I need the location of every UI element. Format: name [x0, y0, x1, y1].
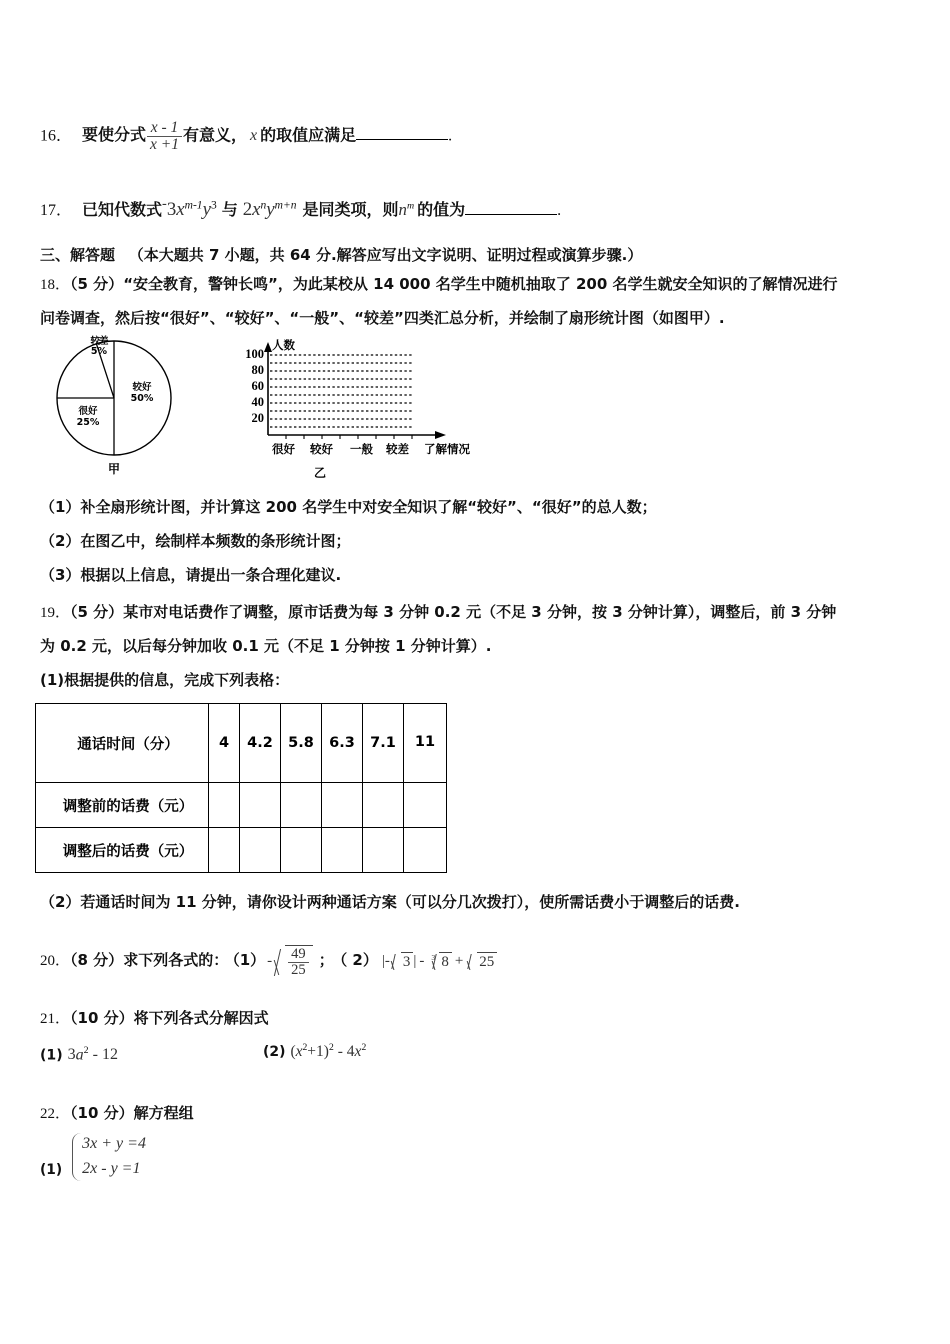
question-19-score: （5 分） — [70, 603, 124, 621]
table-cell-duration-0[interactable]: 4 — [209, 704, 240, 783]
question-21-part-2 — [263, 1043, 366, 1061]
pie-slice-value-jiaohao: 50% — [130, 392, 154, 404]
question-20-part-1-sign: - — [267, 952, 273, 969]
table-row-header-fee-before: 调整前的话费（元） — [36, 783, 209, 828]
pie-slice-value-henhao: 25% — [76, 416, 100, 428]
q21-p2-inner-exponent: 2 — [302, 1042, 308, 1053]
question-22-score: （10 分） — [70, 1104, 134, 1122]
question-18-sub-3-text: （3）根据以上信息，请提出一条合理化建议. — [40, 566, 342, 584]
bar-chart-ytick-60: 60 — [251, 379, 264, 393]
question-18-sub-2 — [40, 533, 350, 551]
question-16 — [40, 120, 452, 153]
bar-chart-y-axis-arrow — [264, 342, 272, 352]
result-exponent: m — [406, 200, 415, 212]
table-cell-fee-after-3[interactable] — [322, 828, 363, 873]
sqrt-25 — [466, 952, 497, 971]
question-21-part-2-label: (2) — [263, 1044, 286, 1061]
sqrt-radicand — [285, 945, 313, 978]
table-cell-fee-before-4[interactable] — [363, 783, 404, 828]
question-20-lead: 求下列各式的： — [123, 950, 229, 969]
question-22-number: 22． — [40, 1106, 71, 1122]
question-20-separator: ； — [318, 950, 334, 969]
expr2-x: x — [252, 199, 261, 220]
question-22-part-1 — [40, 1132, 146, 1182]
expr2-y: y — [266, 199, 275, 220]
bar-chart-xcat-jiaocha: 较差 — [386, 442, 409, 456]
bar-chart-ytick-80: 80 — [251, 363, 264, 377]
bar-chart-ytick-20: 20 — [251, 411, 264, 425]
q21-p1-tail: - 12 — [92, 1046, 118, 1064]
abs-inner-sign: - — [384, 952, 390, 969]
question-17-conjunction: 与 — [221, 200, 238, 219]
question-18-text-2: 问卷调查，然后按“很好”、“较好”、“一般”、“较差”四类汇总分析，并绘制了扇形统计图（如图甲）. — [40, 309, 725, 327]
q21-p1-exponent: 2 — [83, 1045, 89, 1056]
question-16-number: 16． — [40, 127, 73, 145]
question-22-lead: 解方程组 — [133, 1104, 194, 1122]
table-row — [36, 704, 447, 783]
question-17-tail: 的值为 — [417, 200, 466, 219]
table-cell-fee-after-1[interactable] — [240, 828, 281, 873]
question-18-line-1 — [40, 276, 838, 294]
question-18-text-1: “安全教育，警钟长鸣”，为此某校从 14 000 名学生中随机抽取了 200 名学生就安全知识的了解情况进行 — [123, 275, 838, 293]
phone-fee-table — [35, 703, 447, 873]
expr2-x-exponent: n — [260, 199, 267, 212]
sqrt-49-over-25 — [274, 945, 313, 978]
fraction-49-over-25 — [288, 947, 309, 978]
sqrt-3 — [390, 952, 417, 971]
question-21-number: 21． — [40, 1011, 71, 1027]
question-19-sub-1 — [40, 672, 289, 690]
table-cell-duration-1[interactable]: 4.2 — [240, 704, 281, 783]
pie-slice-name-henhao: 很好 — [78, 406, 98, 417]
question-20-number: 20． — [40, 952, 71, 969]
q21-p2-outer-exponent: 2 — [328, 1042, 334, 1053]
question-17-number: 17． — [40, 202, 73, 219]
question-18-sub-1-text: （1）补全扇形统计图，并计算这 200 名学生中对安全知识了解“较好”、“很好”的总人数； — [40, 498, 657, 516]
question-18-number: 18． — [40, 277, 71, 293]
sqrt-3-radicand: 3 — [401, 952, 414, 971]
table-row — [36, 783, 447, 828]
table-cell-fee-after-4[interactable] — [363, 828, 404, 873]
question-22-header — [40, 1105, 194, 1123]
question-18-line-2 — [40, 310, 725, 328]
bar-chart-y-axis-label: 人数 — [272, 338, 295, 352]
q21-p2-minus-four: - 4 — [337, 1043, 355, 1061]
bar-chart-x-axis-label: 了解情况 — [424, 442, 470, 456]
expr1-x-exponent: m-1 — [184, 199, 203, 212]
bar-chart-gridlines — [270, 355, 412, 427]
question-17-mid: 是同类项，则 — [302, 200, 399, 219]
equation-2: 2x - y =1 — [82, 1159, 141, 1177]
pie-slice-label-henhao — [67, 407, 109, 429]
bar-chart-xcat-yiban: 一般 — [350, 442, 373, 456]
question-19-line-1 — [40, 604, 836, 622]
bar-chart-ytick-40: 40 — [251, 395, 264, 409]
table-cell-duration-3[interactable]: 6.3 — [322, 704, 363, 783]
plus-operator: + — [454, 952, 464, 969]
question-19-sub-2 — [40, 894, 740, 912]
pie-slice-name-jiaohao: 较好 — [132, 382, 152, 393]
question-18-sub-3 — [40, 567, 341, 585]
expr2-coefficient: 2 — [242, 199, 253, 220]
question-16-lead: 要使分式 — [82, 125, 147, 145]
table-cell-fee-after-2[interactable] — [281, 828, 322, 873]
abs-open-bar: | — [381, 952, 385, 969]
cbrt-index: 3 — [431, 953, 436, 963]
question-17-period: . — [557, 202, 562, 219]
equation-1: 3x + y =4 — [82, 1135, 146, 1152]
equation-system-brace — [68, 1132, 146, 1182]
question-20-part-2-label: （ 2） — [339, 950, 378, 969]
pie-slice-name-jiaocha-char1: 较差 — [90, 336, 108, 347]
question-20 — [40, 945, 497, 978]
question-22-part-1-label: (1) — [40, 1162, 63, 1179]
table-cell-duration-4[interactable]: 7.1 — [363, 704, 404, 783]
pie-chart-caption-jia: 甲 — [107, 462, 120, 476]
question-19-sub-2-text: （2）若通话时间为 11 分钟，请你设计两种通话方案（可以分几次拨打），使所需话费小于调整后的话费. — [40, 893, 740, 911]
bar-chart-caption-yi: 乙 — [313, 466, 326, 480]
question-21-part-1 — [40, 1046, 118, 1064]
sqrt-25-radicand: 25 — [477, 952, 497, 971]
q21-p1-coefficient: 3 — [67, 1046, 76, 1064]
pie-slice-label-jiaohao — [121, 383, 163, 405]
table-cell-fee-before-0[interactable] — [209, 783, 240, 828]
question-16-period: . — [448, 127, 453, 145]
fraction-denominator: x +1 — [147, 136, 182, 153]
cbrt-8-radicand: 8 — [439, 952, 452, 971]
question-19-line-2 — [40, 638, 492, 656]
fraction-x-minus-1-over-x-plus-1 — [147, 120, 182, 153]
question-20-part-1-label: （1） — [232, 950, 266, 969]
table-row-header-fee-after: 调整后的话费（元） — [36, 828, 209, 873]
table-cell-duration-2[interactable]: 5.8 — [281, 704, 322, 783]
pie-slice-value-jiaocha: 5% — [90, 345, 108, 357]
fraction-denominator-25: 25 — [288, 962, 309, 978]
section-3-heading-row — [40, 247, 642, 265]
expr1-y: y — [202, 199, 211, 220]
table-cell-duration-5[interactable]: 11 — [404, 704, 447, 783]
fraction-numerator-49: 49 — [291, 946, 306, 962]
bar-chart-x-axis-arrow — [435, 431, 446, 439]
pie-slice-label-jiaocha — [86, 337, 112, 357]
bar-chart-svg — [240, 339, 470, 451]
question-18-sub-2-text: （2）在图乙中，绘制样本频数的条形统计图； — [40, 532, 351, 550]
question-19-sub-1-text: (1)根据提供的信息，完成下列表格： — [40, 671, 290, 689]
bar-chart-xcat-henhao: 很好 — [272, 442, 295, 456]
table-cell-fee-before-1[interactable] — [240, 783, 281, 828]
result-base: n — [398, 200, 407, 219]
fraction-numerator: x - 1 — [150, 119, 179, 136]
question-17 — [40, 195, 562, 221]
bar-chart-ytick-100: 100 — [245, 347, 264, 361]
question-20-score: （8 分） — [70, 950, 124, 969]
question-21-part-1-label: (1) — [40, 1047, 63, 1064]
q21-p2-plus-one: +1) — [307, 1043, 329, 1061]
question-18-score: （5 分） — [70, 275, 124, 293]
question-21-lead: 将下列各式分解因式 — [133, 1009, 269, 1027]
question-16-mid: 有意义， — [183, 125, 248, 145]
question-16-tail: 的取值应满足 — [260, 125, 357, 145]
expr1-x: x — [176, 199, 185, 220]
question-21-score: （10 分） — [70, 1009, 134, 1027]
q21-p2-open-paren: ( — [290, 1043, 296, 1061]
abs-close-bar: | — [413, 952, 417, 969]
question-19-number: 19． — [40, 605, 71, 621]
question-17-lead: 已知代数式 — [82, 200, 163, 219]
expr1-y-exponent: 3 — [210, 199, 217, 212]
question-17-answer-blank[interactable] — [465, 198, 557, 215]
q21-p2-exponent-2: 2 — [361, 1042, 367, 1053]
expr2-y-exponent: m+n — [274, 199, 297, 212]
question-16-variable: x — [250, 127, 258, 145]
q21-p2-variable-2: x — [354, 1043, 362, 1061]
table-cell-fee-before-5[interactable] — [404, 783, 447, 828]
table-row — [36, 828, 447, 873]
section-3-heading: 三、解答题 — [40, 246, 116, 264]
cbrt-8 — [431, 952, 452, 971]
q21-p1-variable: a — [75, 1046, 84, 1064]
table-row-header-duration: 通话时间（分） — [36, 704, 209, 783]
section-3-note: （本大题共 7 小题，共 64 分.解答应写出文字说明、证明过程或演算步骤.） — [128, 246, 643, 264]
question-21-header — [40, 1010, 269, 1028]
question-19-text-1: 某市对电话费作了调整，原市话费为每 3 分钟 0.2 元（不足 3 分钟，按 3 分钟计算），调整后，前 3 分钟 — [123, 603, 837, 621]
bar-chart-xcat-jiaohao: 较好 — [310, 442, 333, 456]
minus-operator: - — [419, 952, 425, 969]
expr1-coefficient: 3 — [166, 199, 177, 220]
question-18-sub-1 — [40, 499, 657, 517]
question-16-answer-blank[interactable] — [356, 123, 448, 140]
table-cell-fee-after-5[interactable] — [404, 828, 447, 873]
table-cell-fee-before-2[interactable] — [281, 783, 322, 828]
bar-chart-yi — [240, 338, 470, 456]
question-19-text-2: 为 0.2 元，以后每分钟加收 0.1 元（不足 1 分钟按 1 分钟计算）. — [40, 637, 492, 655]
pie-chart-jia — [55, 336, 173, 457]
table-cell-fee-after-0[interactable] — [209, 828, 240, 873]
table-cell-fee-before-3[interactable] — [322, 783, 363, 828]
expr1-sign: - — [162, 195, 167, 212]
q21-p2-variable: x — [295, 1043, 303, 1061]
